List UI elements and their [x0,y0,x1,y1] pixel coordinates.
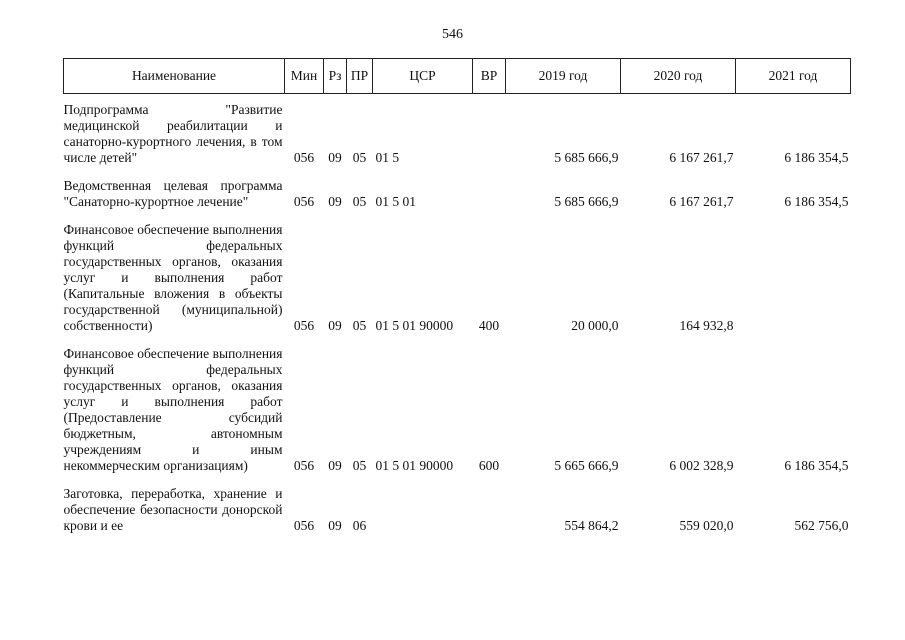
row-2019: 5 665 666,9 [554,458,619,473]
row-2021: 6 186 354,5 [784,458,849,473]
page-number: 546 [442,27,463,42]
row-rz: 09 [328,194,342,209]
row-2021: 6 186 354,5 [784,150,849,165]
row-csr [373,486,473,534]
row-min: 056 [293,194,315,209]
row-csr: 01 5 [375,150,400,165]
row-pr: 06 [352,518,367,533]
row-rz: 09 [328,318,342,333]
table-row [64,486,851,534]
header-csr: ЦСР [373,59,473,94]
row-2019: 5 685 666,9 [554,194,619,209]
row-spacer [64,210,851,222]
row-pr: 05 [352,458,367,473]
row-csr: 01 5 01 90000 [375,458,454,473]
row-2021: 562 756,0 [794,518,849,533]
table-row [64,178,851,210]
header-pr: ПР [347,59,373,94]
row-2020: 559 020,0 [679,518,734,533]
row-name: Финансовое обеспечение выполнения функций федеральных государственных органов, оказания услуг и выполнения работ (Капитальные вложения в объекты государственной (муниципальной) собственности) [63,222,283,333]
row-min: 056 [293,318,315,333]
table-row [64,346,851,474]
row-pr: 05 [352,318,367,333]
row-2020: 164 932,8 [679,318,734,333]
row-name: Подпрограмма "Развитие медицинской реабилитации и санаторно-курортного лечения, в том числе детей" [63,102,283,165]
row-2020: 6 167 261,7 [669,150,734,165]
row-pr: 05 [352,150,367,165]
table-row [64,222,851,334]
row-csr: 01 5 01 90000 [375,318,454,333]
row-vr [473,178,506,210]
row-vr [473,94,506,167]
row-name: Заготовка, переработка, хранение и обеспечение безопасности донорской крови и ее [63,486,283,533]
row-2021 [736,222,851,334]
row-min: 056 [293,150,315,165]
header-vr: ВР [473,59,506,94]
row-vr: 600 [478,458,500,473]
row-min: 056 [293,518,315,533]
header-2021: 2021 год [736,59,851,94]
row-spacer [64,474,851,486]
row-name: Финансовое обеспечение выполнения функций федеральных государственных органов, оказания услуг и выполнения работ (Предоставление субсидий бюджетным, автономным учреждениям и иным некоммерческим организациям) [63,346,283,473]
row-vr: 400 [478,318,500,333]
header-min: Мин [285,59,324,94]
row-2021: 6 186 354,5 [784,194,849,209]
row-name: Ведомственная целевая программа "Санаторно-курортное лечение" [63,178,283,209]
row-rz: 09 [328,458,342,473]
row-spacer [64,166,851,178]
header-name: Наименование [64,59,285,94]
row-2019: 5 685 666,9 [554,150,619,165]
budget-table [63,58,851,534]
table-header-row [64,59,851,94]
row-rz: 09 [328,150,342,165]
row-vr [473,486,506,534]
table-row [64,94,851,167]
header-2020: 2020 год [621,59,736,94]
row-2019: 20 000,0 [571,318,619,333]
row-2019: 554 864,2 [564,518,619,533]
header-2019: 2019 год [506,59,621,94]
row-csr: 01 5 01 [375,194,416,209]
row-rz: 09 [328,518,342,533]
header-rz: Рз [324,59,347,94]
row-pr: 05 [352,194,367,209]
row-min: 056 [293,458,315,473]
row-2020: 6 167 261,7 [669,194,734,209]
row-spacer [64,334,851,346]
row-2020: 6 002 328,9 [669,458,734,473]
